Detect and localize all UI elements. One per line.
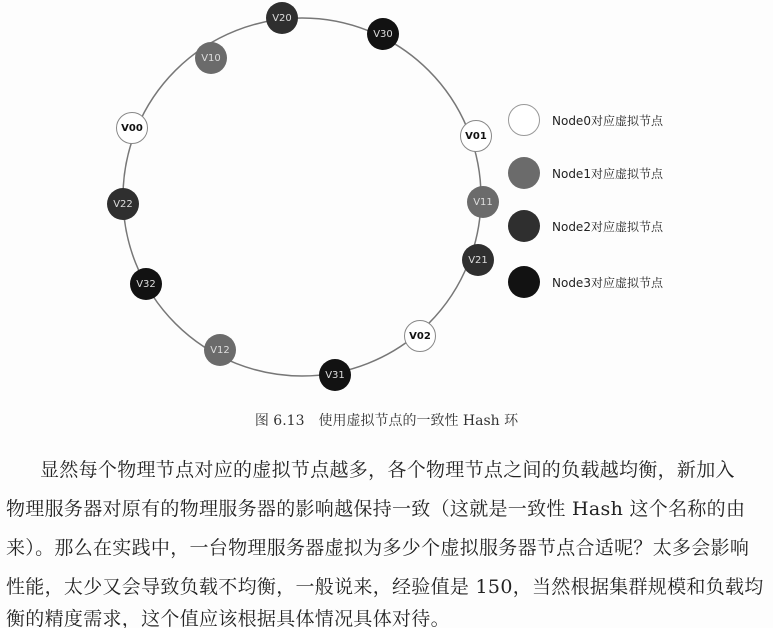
legend-label: Node3对应虚拟节点 xyxy=(552,275,663,290)
virtual-node-v21: V21 xyxy=(462,244,494,276)
virtual-node-v31: V31 xyxy=(319,359,351,391)
paragraph-line: 性能，太少又会导致负载不均衡，一般说来，经验值是 150，当然根据集群规模和负载均 xyxy=(6,576,764,598)
virtual-node-v11: V11 xyxy=(467,186,499,218)
legend-label: Node0对应虚拟节点 xyxy=(552,113,663,128)
virtual-node-v10: V10 xyxy=(195,42,227,74)
dark-circle-icon xyxy=(508,210,540,242)
virtual-node-v00: V00 xyxy=(116,112,148,144)
virtual-node-v22: V22 xyxy=(107,188,139,220)
virtual-node-v20: V20 xyxy=(266,2,298,34)
virtual-node-v01: V01 xyxy=(460,120,492,152)
paragraph-line: 显然每个物理节点对应的虚拟节点越多，各个物理节点之间的负载越均衡，新加入 xyxy=(40,459,735,481)
legend-node0 xyxy=(508,104,663,136)
paragraph-line: 来）。那么在实践中，一台物理服务器虚拟为多少个虚拟服务器节点合适呢？太多会影响 xyxy=(6,537,750,559)
gray-circle-icon xyxy=(508,157,540,189)
virtual-node-v12: V12 xyxy=(204,334,236,366)
white-circle-icon xyxy=(508,104,540,136)
legend-label: Node1对应虚拟节点 xyxy=(552,166,663,181)
virtual-node-v02: V02 xyxy=(404,320,436,352)
legend-node1 xyxy=(508,157,663,189)
legend-node3 xyxy=(508,266,663,298)
black-circle-icon xyxy=(508,266,540,298)
virtual-node-v32: V32 xyxy=(130,268,162,300)
figure-caption: 图 6.13 使用虚拟节点的一致性 Hash 环 xyxy=(254,413,519,429)
paragraph-line: 衡的精度需求，这个值应该根据具体情况具体对待。 xyxy=(6,608,450,628)
virtual-node-v30: V30 xyxy=(367,18,399,50)
paragraph-line: 物理服务器对原有的物理服务器的影响越保持一致（这就是一致性 Hash 这个名称的由 xyxy=(6,498,746,520)
legend-node2 xyxy=(508,210,663,242)
legend-label: Node2对应虚拟节点 xyxy=(552,219,663,234)
